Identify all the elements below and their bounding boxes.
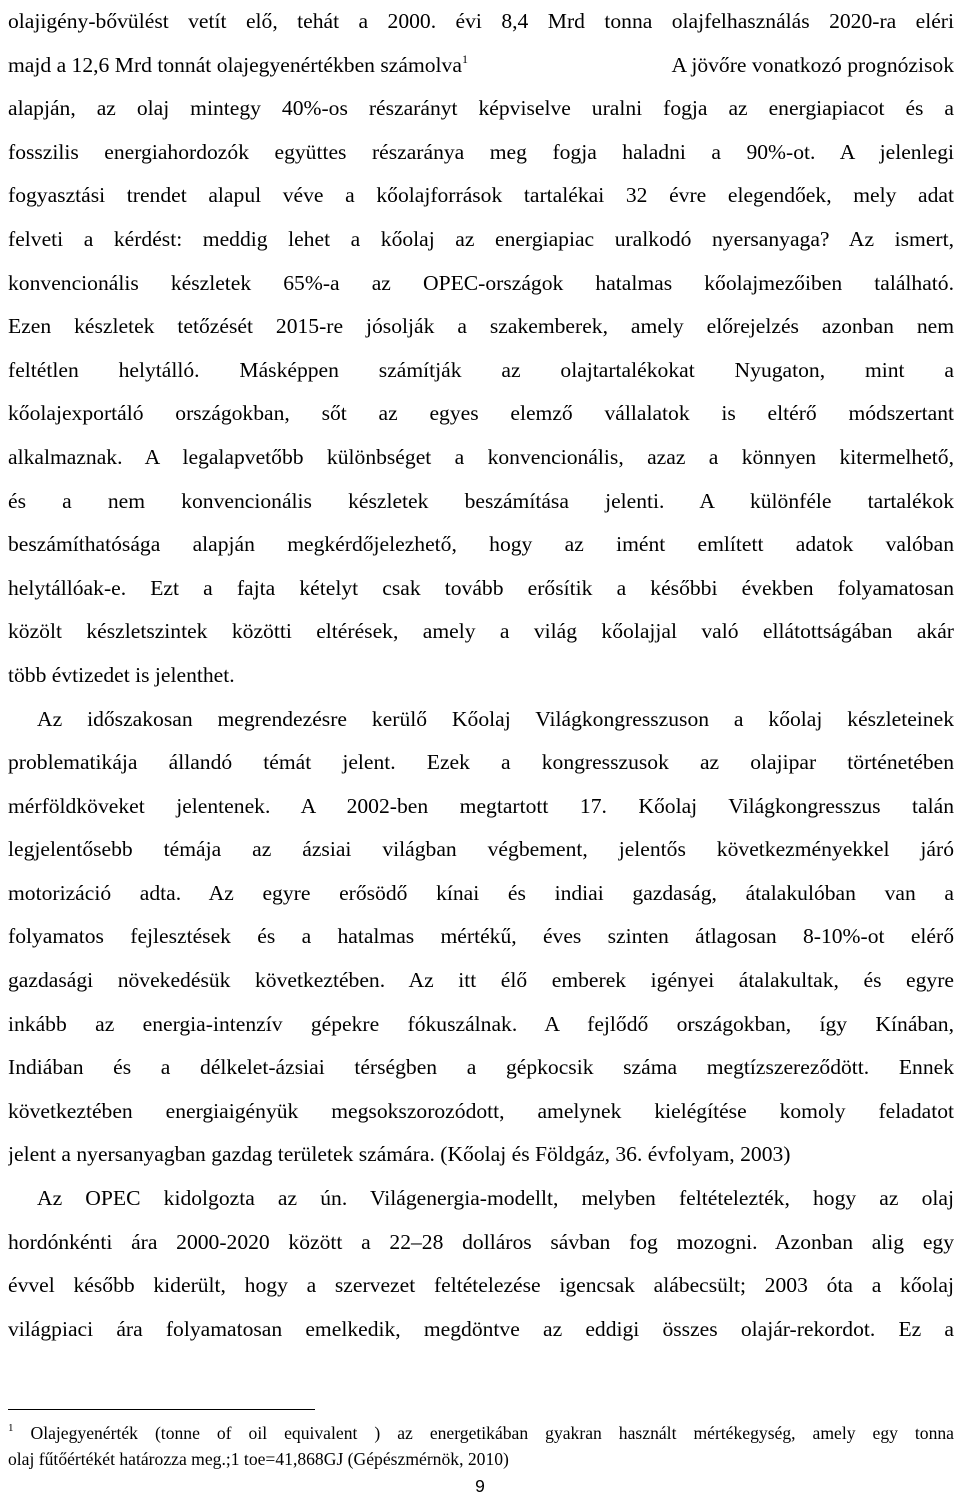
- body-line: világpiaci ára folyamatosan emelkedik, megdöntve az eddigi összes olajár-rekordot. Ez a: [8, 1316, 954, 1341]
- body-line: gazdasági növekedésük következtében. Az itt élő emberek igényei átalakultak, és egyre: [8, 968, 954, 993]
- body-line-text: majd a 12,6 Mrd tonnát olajegyenértékben számolva: [8, 52, 462, 77]
- body-line: legjelentősebb témája az ázsiai világban végbement, jelentős következményekkel járó: [8, 837, 954, 862]
- footnote-separator: [8, 1409, 315, 1410]
- body-line-continuation: A jövőre vonatkozó prognózisok: [667, 52, 954, 77]
- page-number: 9: [475, 1476, 485, 1496]
- body-line-part: [8, 44, 468, 88]
- body-line: beszámíthatósága alapján megkérdőjelezhető, hogy az imént említett adatok valóban: [8, 532, 954, 557]
- footnote: [8, 1420, 954, 1472]
- body-line: Ezen készletek tetőzését 2015-re jósolják a szakemberek, amely előrejelzés azonban nem: [8, 314, 954, 339]
- body-line: [8, 44, 954, 88]
- footnote-line: olaj fűtőértékét határozza meg.;1 toe=41,868GJ (Gépészmérnök, 2010): [8, 1449, 509, 1469]
- body-line: konvencionális készletek 65%-a az OPEC-országok hatalmas kőolajmezőiben található.: [8, 270, 954, 295]
- body-line: hordónkénti ára 2000-2020 között a 22–28 dolláros sávban fog mozogni. Azonban alig egy: [8, 1229, 954, 1254]
- body-line: kőolajexportáló országokban, sőt az egyes elemző vállalatok is eltérő módszertant: [8, 401, 954, 426]
- body-line: Indiában és a délkelet-ázsiai térségben a gépkocsik száma megtízszereződött. Ennek: [8, 1055, 954, 1080]
- body-line: motorizáció adta. Az egyre erősödő kínai és indiai gazdaság, átalakulóban van a: [8, 880, 954, 905]
- document-body: [8, 0, 954, 1351]
- body-line: több évtizedet is jelenthet.: [8, 662, 235, 687]
- body-line: folyamatos fejlesztések és a hatalmas mértékű, éves szinten átlagosan 8-10%-ot elérő: [8, 924, 954, 949]
- body-line: Az OPEC kidolgozta az ún. Világenergia-modellt, melyben feltételezték, hogy az olaj: [37, 1186, 954, 1211]
- body-line: közölt készletszintek közötti eltérések, amely a világ kőolajjal való ellátottságában akár: [8, 619, 954, 644]
- body-line: inkább az energia-intenzív gépekre fókuszálnak. A fejlődő országokban, így Kínában,: [8, 1011, 954, 1036]
- footnote-reference: 1: [461, 51, 468, 66]
- body-line: következtében energiaigényük megsokszorozódott, amelynek kielégítése komoly feladatot: [8, 1098, 954, 1123]
- body-line: és a nem konvencionális készletek beszámítása jelenti. A különféle tartalékok: [8, 488, 954, 513]
- body-line: alkalmaznak. A legalapvetőbb különbséget a konvencionális, azaz a könnyen kitermelhető,: [8, 444, 954, 469]
- body-line: problematikája állandó témát jelent. Ezek a kongresszusok az olajipar történetében: [8, 750, 954, 775]
- body-line: fosszilis energiahordozók együttes részaránya meg fogja haladni a 90%-ot. A jelenlegi: [8, 139, 954, 164]
- body-line: Az időszakosan megrendezésre kerülő Kőolaj Világkongresszuson a kőolaj készleteinek: [37, 706, 954, 731]
- body-line: olajigény-bővülést vetít elő, tehát a 2000. évi 8,4 Mrd tonna olajfelhasználás 2020-ra eléri: [8, 9, 954, 33]
- body-line: helytállóak-e. Ezt a fajta kételyt csak tovább erősítik a későbbi években folyamatosan: [8, 575, 954, 600]
- body-line: évvel később kiderült, hogy a szervezet feltételezése igencsak alábecsült; 2003 óta a kőolaj: [8, 1273, 954, 1298]
- body-line: mérföldköveket jelentenek. A 2002-ben megtartott 17. Kőolaj Világkongresszus talán: [8, 793, 954, 818]
- body-line: fogyasztási trendet alapul véve a kőolajforrások tartalékai 32 évre elegendőek, mely adat: [8, 183, 954, 208]
- body-line: jelent a nyersanyagban gazdag területek számára. (Kőolaj és Földgáz, 36. évfolyam, 2003): [8, 1142, 791, 1167]
- footnote-number: 1: [8, 1422, 14, 1434]
- body-line: felveti a kérdést: meddig lehet a kőolaj az energiapiac uralkodó nyersanyaga? Az ismert,: [8, 226, 954, 251]
- body-line: alapján, az olaj mintegy 40%-os részarányt képviselve uralni fogja az energiapiacot és a: [8, 96, 954, 121]
- footnote-line: [8, 1420, 954, 1446]
- footnote-text: Olajegyenérték (tonne of oil equivalent ) az energetikában gyakran használt mértékegység, amely egy tonna: [30, 1423, 954, 1443]
- body-line: feltétlen helytálló. Másképpen számítják az olajtartalékokat Nyugaton, mint a: [8, 357, 954, 382]
